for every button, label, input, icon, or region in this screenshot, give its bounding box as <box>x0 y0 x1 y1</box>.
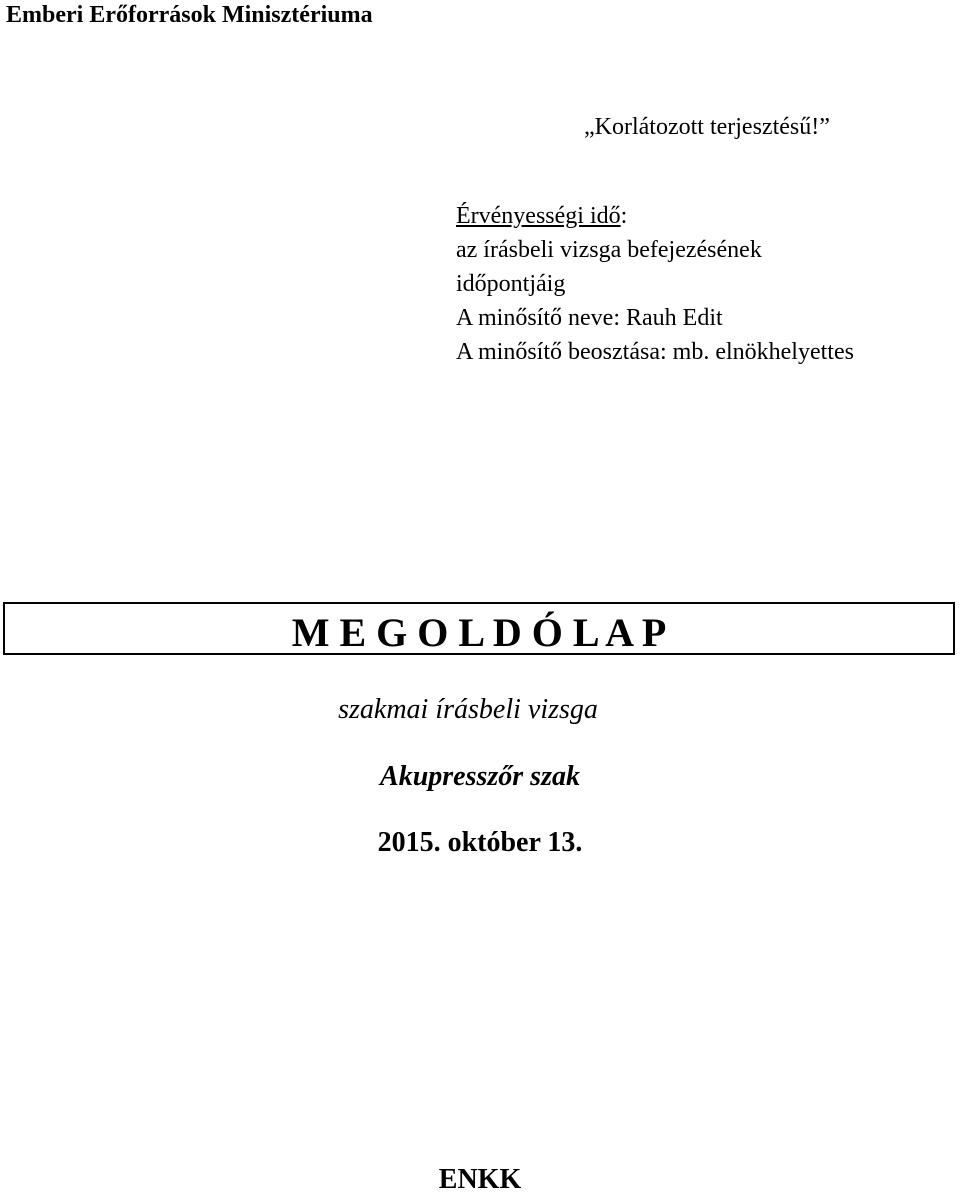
exam-date: 2015. október 13. <box>377 827 583 858</box>
specialty-name: Akupresszőr szak <box>380 761 580 792</box>
validity-label: Érvényességi idő <box>456 203 621 229</box>
ministry-name: Emberi Erőforrások Minisztériuma <box>6 2 373 28</box>
validity-line-2: az írásbeli vizsga befejezésének <box>456 237 762 263</box>
footer-org: ENKK <box>438 1164 522 1195</box>
validity-label-row <box>456 199 854 233</box>
validity-block <box>456 199 854 369</box>
title-box <box>3 602 955 655</box>
validity-line-3: időpontjáig <box>456 271 566 297</box>
validity-label-colon: : <box>620 203 628 229</box>
restriction-notice: „Korlátozott terjesztésű!” <box>584 114 830 140</box>
classifier-name: A minősítő neve: Rauh Edit <box>456 305 723 331</box>
document-title: M E G O L D Ó L A P <box>291 610 667 655</box>
classifier-position: A minősítő beosztása: mb. elnökhelyettes <box>456 339 854 365</box>
exam-subtitle: szakmai írásbeli vizsga <box>338 694 598 725</box>
